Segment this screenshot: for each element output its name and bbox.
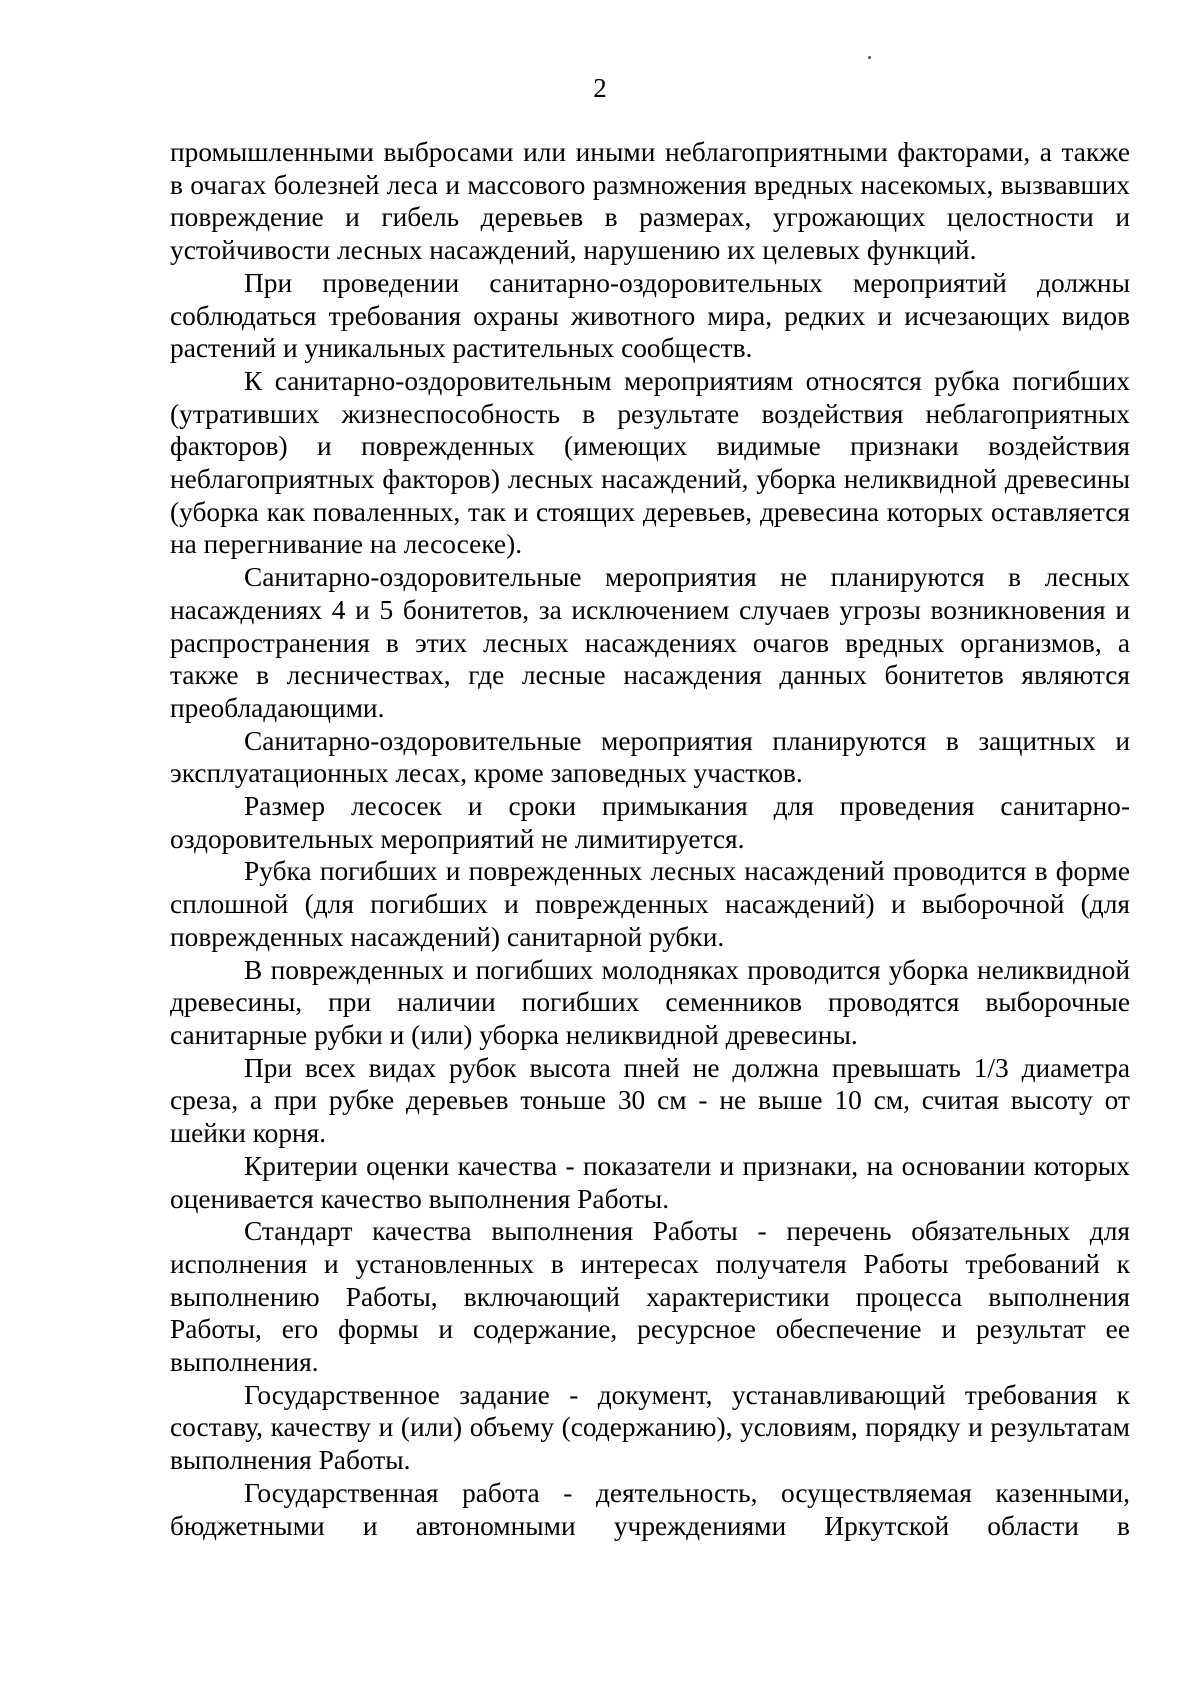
body-text (170, 136, 1130, 1542)
paragraph: Рубка погибших и поврежденных лесных насаждений проводится в форме сплошной (для погибших и поврежденных насаждений) и выборочной (для поврежденных насаждений) санитарной рубки. (170, 856, 1130, 952)
paragraph: Стандарт качества выполнения Работы - перечень обязательных для исполнения и установленных в интересах получателя Работы требований к выполнению Работы, включающий характеристики процесса выполнения Работы, его формы и содержание, ресурсное обеспечение и результат ее выполнения. (170, 1216, 1130, 1378)
scan-speck (868, 56, 871, 59)
paragraph: Санитарно-оздоровительные мероприятия не планируются в лесных насаждениях 4 и 5 бонитетов, за исключением случаев угрозы возникновения и распространения в этих лесных насаждениях очагов вредных организмов, а также в лесничествах, где лесные насаждения данных бонитетов являются преобладающими. (170, 562, 1130, 723)
paragraph: В поврежденных и погибших молодняках проводится уборка неликвидной древесины, при наличии погибших семенников проводятся выборочные санитарные рубки и (или) уборка неликвидной древесины. (170, 954, 1130, 1050)
paragraph: промышленными выбросами или иными неблагоприятными факторами, а также в очагах болезней леса и массового размножения вредных насекомых, вызвавших повреждение и гибель деревьев в размерах, угрожающих целостности и устойчивости лесных насаждений, нарушению их целевых функций. (170, 137, 1130, 266)
paragraph: При проведении санитарно-оздоровительных мероприятий должны соблюдаться требования охраны животного мира, редких и исчезающих видов растений и уникальных растительных сообществ. (170, 267, 1130, 364)
paragraph: Государственная работа - деятельность, осуществляемая казенными, бюджетными и автономными учреждениями Иркутской области в (170, 1477, 1130, 1541)
paragraph: Санитарно-оздоровительные мероприятия планируются в защитных и эксплуатационных лесах, кроме заповедных участков. (170, 725, 1130, 789)
paragraph: К санитарно-оздоровительным мероприятиям относятся рубка погибших (утративших жизнеспособность в результате воздействия неблагоприятных факторов) и поврежденных (имеющих видимые признаки воздействия неблагоприятных факторов) лесных насаждений, уборка неликвидной древесины (уборка как поваленных, так и стоящих деревьев, древесина которых оставляется на перегнивание на лесосеке). (170, 365, 1130, 560)
paragraph: При всех видах рубок высота пней не должна превышать 1/3 диаметра среза, а при рубке деревьев тоньше 30 см - не выше 10 см, считая высоту от шейки корня. (170, 1052, 1130, 1149)
paragraph: Критерии оценки качества - показатели и признаки, на основании которых оценивается качество выполнения Работы. (170, 1150, 1130, 1214)
page-number: 2 (593, 73, 607, 103)
paragraph: Размер лесосек и сроки примыкания для проведения санитарно-оздоровительных мероприятий не лимитируется. (170, 791, 1130, 854)
paragraph: Государственное задание - документ, устанавливающий требования к составу, качеству и (или) объему (содержанию), условиям, порядку и результатам выполнения Работы. (170, 1379, 1130, 1476)
